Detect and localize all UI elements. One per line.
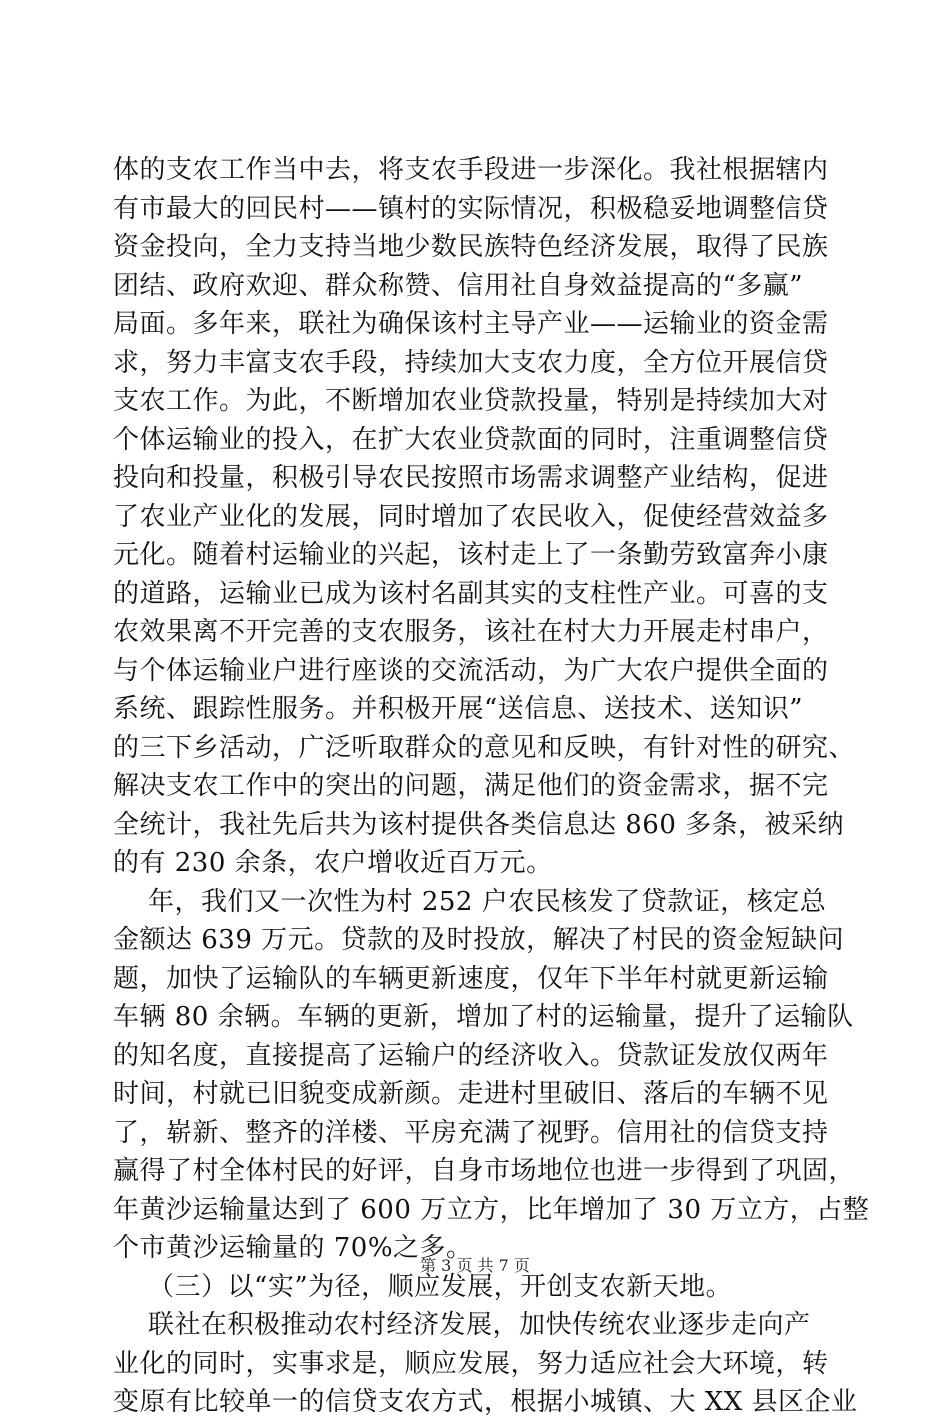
text-line: 金额达 639 万元。贷款的及时投放，解决了村民的资金短缺问: [113, 925, 845, 955]
text-line: 全统计，我社先后共为该村提供各类信息达 860 多条，被采纳: [113, 809, 845, 840]
text-line: 投向和投量，积极引导农民按照市场需求调整产业结构，促进: [113, 463, 829, 493]
text-line: 局面。多年来，联社为确保该村主导产业——运输业的资金需: [113, 309, 829, 339]
text-line: 求，努力丰富支农手段，持续加大支农力度，全方位开展信贷: [113, 347, 829, 378]
text-line: 个体运输业的投入，在扩大农业贷款面的同时，注重调整信贷: [113, 424, 829, 455]
text-line: 农效果离不开完善的支农服务，该社在村大力开展走村串户，: [113, 617, 829, 647]
text-line: 了农业产业化的发展，同时增加了农民收入，促使经营效益多: [113, 501, 829, 532]
text-line: 题，加快了运输队的车辆更新速度，仅年下半年村就更新运输: [113, 963, 829, 994]
text-line: 业化的同时，实事求是，顺应发展，努力适应社会大环境，转: [113, 1348, 829, 1379]
text-line: 变原有比较单一的信贷支农方式，根据小城镇、大 XX 县区企业: [113, 1387, 858, 1417]
text-line: 年黄沙运输量达到了 600 万立方，比年增加了 30 万立方，占整: [113, 1194, 870, 1225]
text-line: 个市黄沙运输量的 70%之多。: [113, 1233, 473, 1263]
text-line: 的有 230 余条，农户增收近百万元。: [113, 848, 553, 878]
text-line: 的三下乡活动，广泛听取群众的意见和反映，有针对性的研究、: [113, 732, 856, 763]
text-line: 的知名度，直接提高了运输户的经济收入。贷款证发放仅两年: [113, 1040, 829, 1071]
text-line: 元化。随着村运输业的兴起，该村走上了一条勤劳致富奔小康: [113, 540, 829, 570]
text-line: 系统、跟踪性服务。并积极开展“送信息、送技术、送知识”: [113, 694, 804, 724]
text-line: 的道路，运输业已成为该村名副其实的支柱性产业。可喜的支: [113, 578, 829, 609]
page-number-footer: 第 3 页 共 7 页: [420, 1256, 530, 1275]
text-line: 支农工作。为此，不断增加农业贷款投量，特别是持续加大对: [113, 386, 829, 416]
document-body: [113, 151, 870, 1422]
text-line: 资金投向，全力支持当地少数民族特色经济发展，取得了民族: [113, 232, 829, 262]
text-line: 体的支农工作当中去，将支农手段进一步深化。我社根据辖内: [113, 155, 829, 185]
text-line: 有市最大的回民村——镇村的实际情况，积极稳妥地调整信贷: [113, 193, 829, 224]
text-line: 赢得了村全体村民的好评，自身市场地位也进一步得到了巩固，: [113, 1156, 856, 1186]
text-line: 解决支农工作中的突出的问题，满足他们的资金需求，据不完: [113, 771, 829, 801]
text-line: 了，崭新、整齐的洋楼、平房充满了视野。信用社的信贷支持: [113, 1117, 829, 1148]
text-line: 团结、政府欢迎、群众称赞、信用社自身效益提高的“多赢”: [113, 270, 804, 301]
text-line: 与个体运输业户进行座谈的交流活动，为广大农户提供全面的: [113, 655, 829, 686]
text-line: 车辆 80 余辆。车辆的更新，增加了村的运输量，提升了运输队: [113, 1002, 854, 1032]
text-line: 联社在积极推动农村经济发展，加快传统农业逐步走向产: [113, 1310, 811, 1340]
section-heading: （三）以“实”为径，顺应发展，开创支农新天地。: [113, 1271, 733, 1302]
text-line: 时间，村就已旧貌变成新颜。走进村里破旧、落后的车辆不见: [113, 1079, 829, 1109]
text-line: 年，我们又一次性为村 252 户农民核发了贷款证，核定总: [113, 886, 827, 917]
